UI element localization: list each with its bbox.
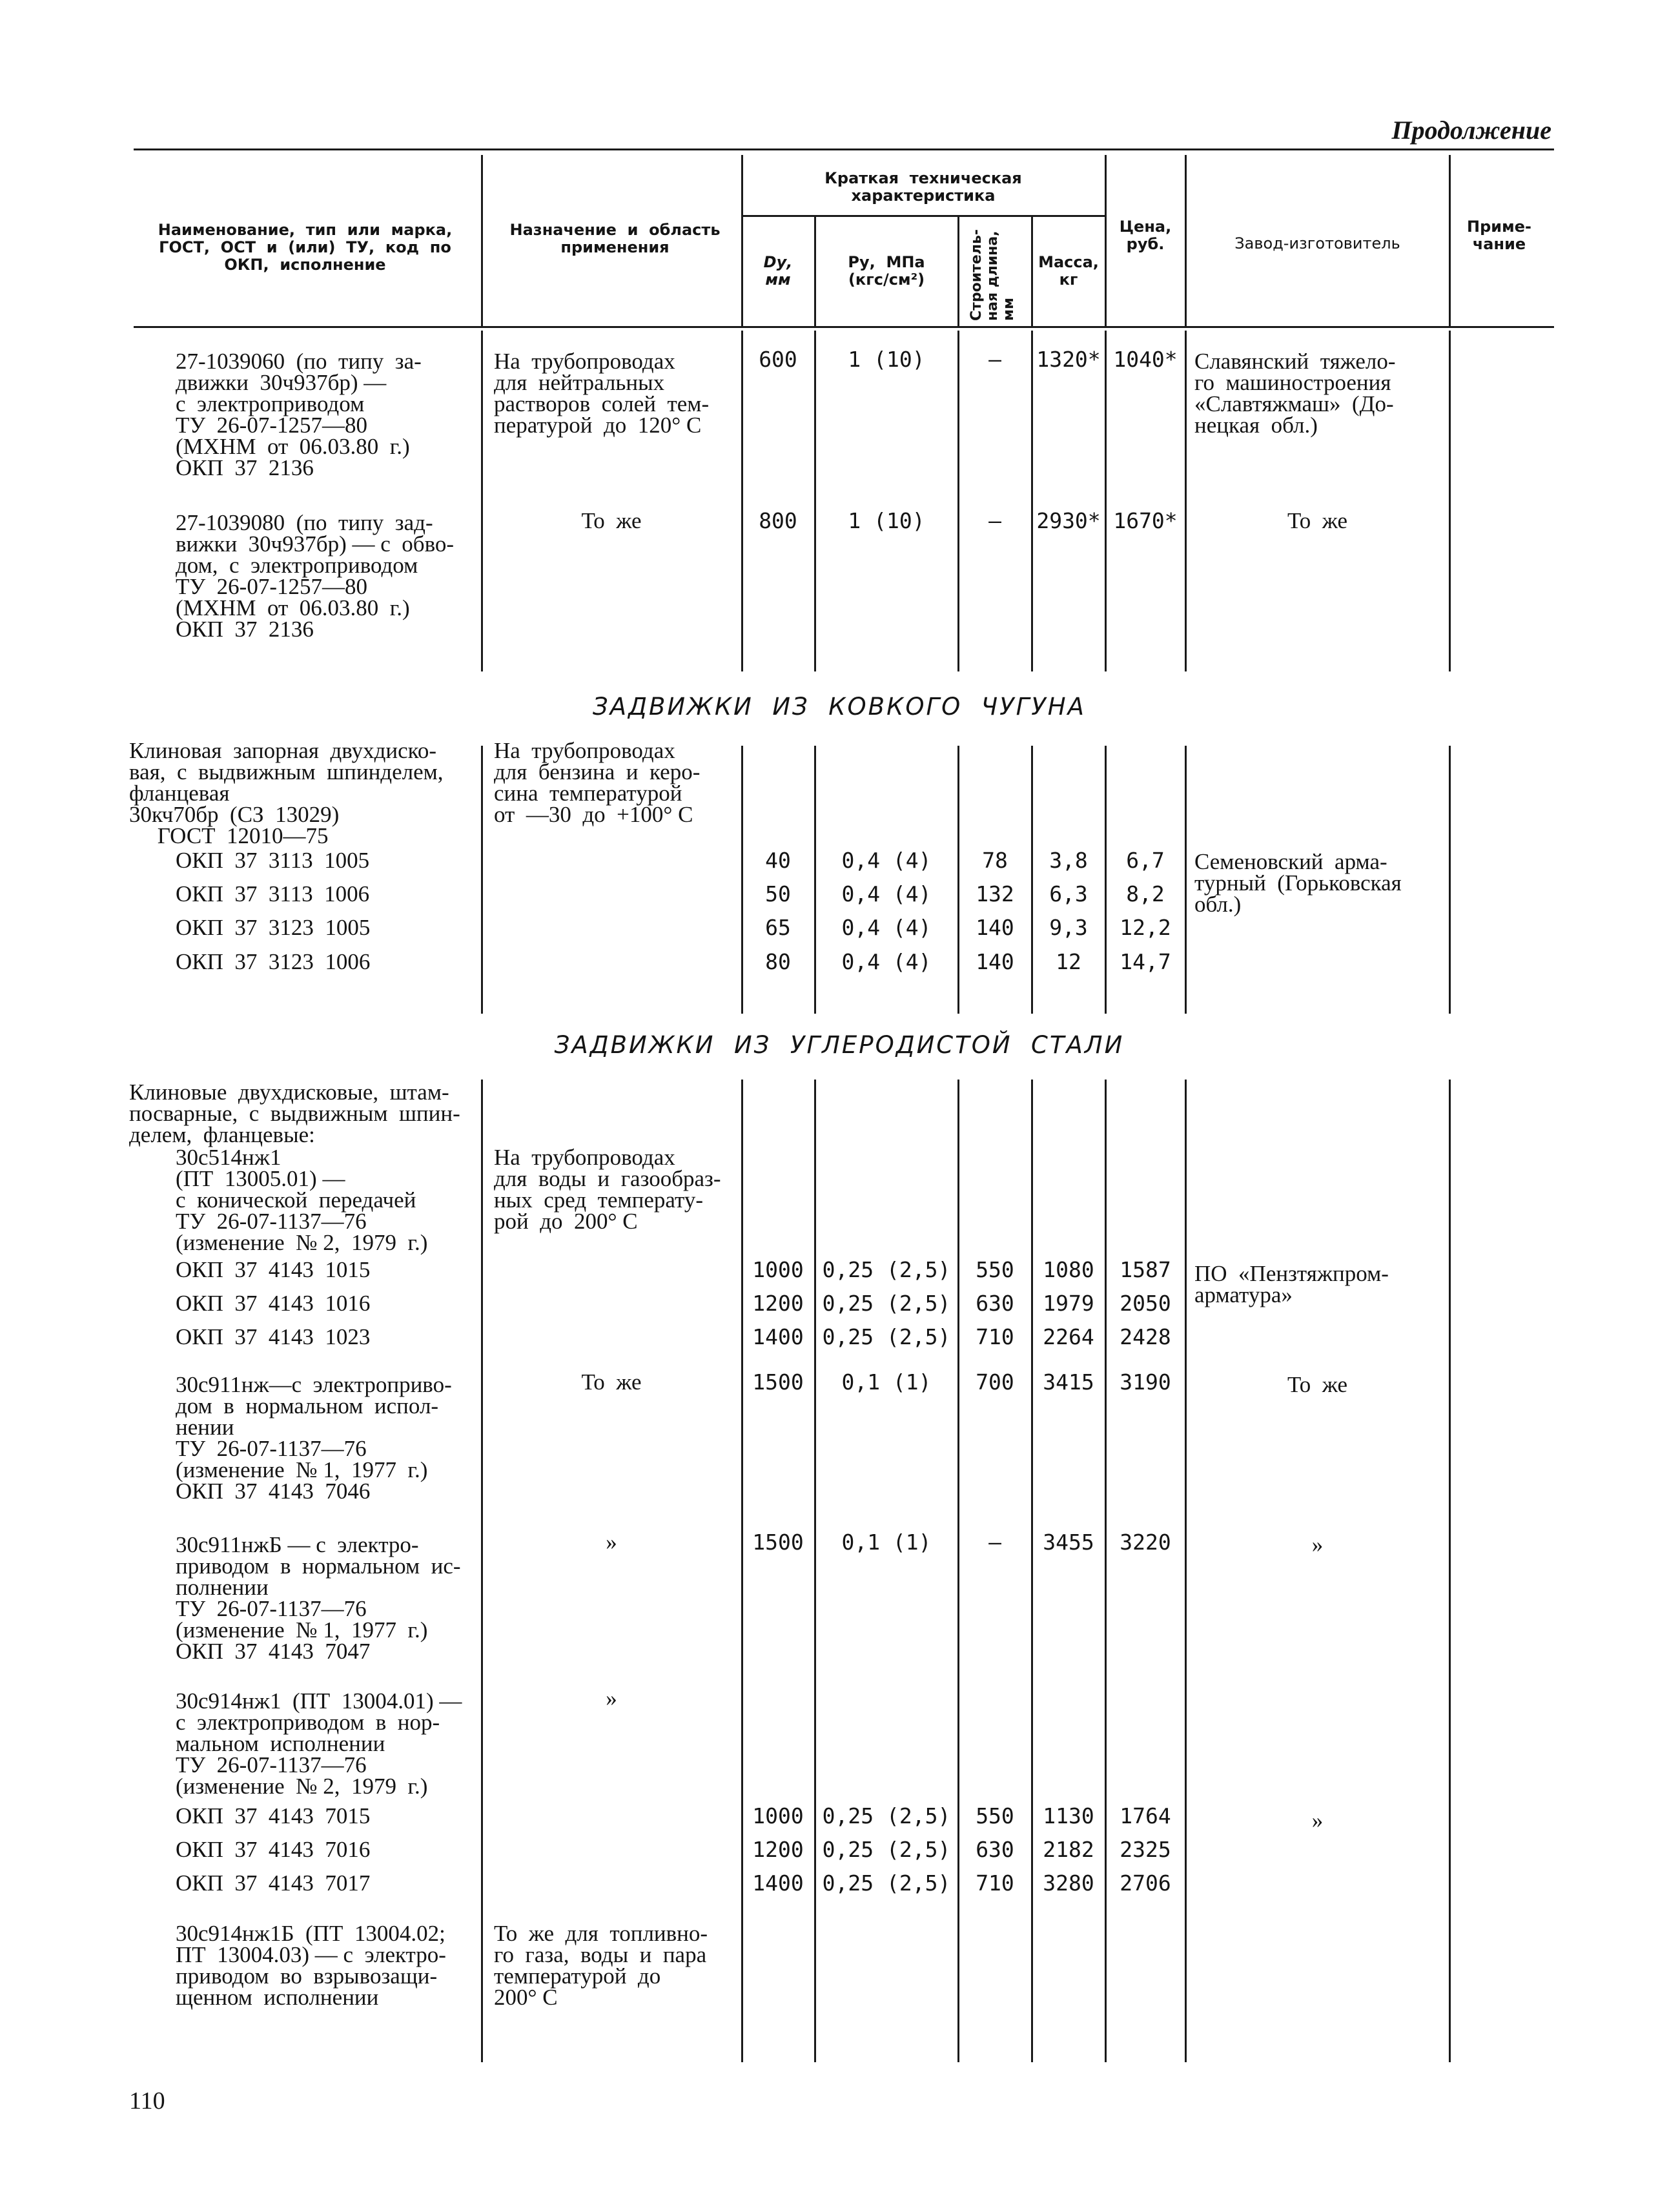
- item-maker: Славянский тяжело- го машиностроения «Славтяжмаш» (До- нецкая обл.): [1194, 349, 1396, 438]
- item-maker: ПО «Пензтяжпром- арматура»: [1194, 1261, 1389, 1307]
- okp-code: ОКП 37 4143 7017: [176, 1870, 371, 1896]
- header-price: Цена, руб.: [1119, 218, 1172, 253]
- cell-dy: 40: [765, 848, 791, 873]
- item-name: 27-1039080 (по типу зад- вижки 30ч937бр) — с обво- дом, с электроприводом ТУ 26-07-1257—80 (МХНМ от 06.03.80 г.) ОКП 37 2136: [176, 510, 455, 642]
- column-rule: [1185, 746, 1187, 1014]
- item-name: Клиновая запорная двухдиско- вая, с выдвижным шпинделем, фланцевая 30кч70бр (СЗ 13029) ГОСТ 12010—75: [129, 738, 444, 848]
- cell-dy: 1500: [752, 1369, 804, 1395]
- cell-py: 1 (10): [848, 347, 925, 372]
- item-name: 30с914нж1 (ПТ 13004.01) — с электроприводом в нор- мальном исполнении ТУ 26-07-1137—76 (изменение № 2, 1979 г.): [176, 1688, 462, 1799]
- column-rule: [1105, 1080, 1107, 2062]
- cell-price: 1587: [1120, 1257, 1171, 1282]
- section-heading: ЗАДВИЖКИ ИЗ УГЛЕРОДИСТОЙ СТАЛИ: [554, 1031, 1125, 1059]
- cell-price: 3190: [1120, 1369, 1171, 1395]
- column-rule: [957, 331, 959, 671]
- cell-py: 0,4 (4): [841, 949, 932, 974]
- cell-py: 0,1 (1): [841, 1530, 932, 1555]
- header-name: Наименование, тип или марка, ГОСТ, ОСТ и (или) ТУ, код по ОКП, исполнение: [158, 221, 453, 274]
- item-maker: Семеновский арма- турный (Горьковская обл.): [1194, 849, 1402, 917]
- header-top-rule: [134, 148, 1554, 150]
- item-name: 30с914нж1Б (ПТ 13004.02; ПТ 13004.03) — с электро- приводом во взрывозащи- щенном исполнении: [176, 1921, 446, 2010]
- cell-length: 550: [976, 1803, 1014, 1828]
- cell-length: 700: [976, 1369, 1014, 1395]
- cell-mass: 12: [1056, 949, 1081, 974]
- cell-length: 132: [976, 881, 1014, 906]
- cell-dy: 80: [765, 949, 791, 974]
- cell-mass: 3455: [1043, 1530, 1094, 1555]
- cell-length: 78: [982, 848, 1008, 873]
- cell-price: 2325: [1120, 1837, 1171, 1862]
- cell-dy: 1000: [752, 1803, 804, 1828]
- header-dy: Dу, мм: [763, 253, 793, 289]
- cell-dy: 1200: [752, 1291, 804, 1316]
- cell-py: 0,4 (4): [841, 848, 932, 873]
- column-rule: [1449, 1080, 1451, 2062]
- cell-mass: 2182: [1043, 1837, 1094, 1862]
- column-rule: [481, 1080, 483, 2062]
- header-maker: Завод-изготовитель: [1234, 234, 1400, 252]
- cell-mass: 3,8: [1049, 848, 1088, 873]
- cell-length: —: [988, 508, 1001, 533]
- cell-py: 0,25 (2,5): [822, 1324, 951, 1349]
- header-purpose: Назначение и область применения: [509, 221, 721, 256]
- cell-dy: 65: [765, 915, 791, 940]
- cell-price: 3220: [1120, 1530, 1171, 1555]
- cell-price: 1670*: [1113, 508, 1178, 533]
- okp-code: ОКП 37 4143 1016: [176, 1291, 371, 1316]
- item-purpose: То же для топливно- го газа, воды и пара температурой до 200° С: [494, 1921, 708, 2010]
- cell-price: 8,2: [1126, 881, 1165, 906]
- item-purpose: На трубопроводах для бензина и керо- сина температурой от —30 до +100° С: [494, 738, 701, 827]
- column-rule: [1031, 746, 1033, 1014]
- cell-length: 710: [976, 1870, 1014, 1896]
- header-py: Pу, МПа (кгс/см²): [848, 253, 925, 289]
- column-rule: [1449, 746, 1451, 1014]
- cell-dy: 800: [759, 508, 797, 533]
- cell-py: 0,25 (2,5): [822, 1803, 951, 1828]
- okp-code: ОКП 37 4143 7015: [176, 1803, 371, 1828]
- cell-dy: 1200: [752, 1837, 804, 1862]
- cell-py: 0,4 (4): [841, 915, 932, 940]
- column-rule: [481, 746, 483, 1014]
- item-name: 30с911нж—с электроприво- дом в нормальном испол- нении ТУ 26-07-1137—76 (изменение № 1, 1977 г.) ОКП 37 4143 7046: [176, 1372, 452, 1504]
- cell-mass: 3280: [1043, 1870, 1094, 1896]
- cell-mass: 3415: [1043, 1369, 1094, 1395]
- item-name: 27-1039060 (по типу за- движки 30ч937бр) — с электроприводом ТУ 26-07-1257—80 (МХНМ от 06.03.80 г.) ОКП 37 2136: [176, 349, 422, 480]
- cell-price: 1764: [1120, 1803, 1171, 1828]
- column-rule: [814, 1080, 816, 2062]
- cell-mass: 1130: [1043, 1803, 1094, 1828]
- column-rule: [741, 331, 743, 671]
- header-note: Приме- чание: [1467, 218, 1531, 253]
- continuation-label: Продолжение: [1391, 116, 1551, 145]
- column-rule: [481, 331, 483, 671]
- item-purpose: На трубопроводах для воды и газообраз- ных сред температу- рой до 200° С: [494, 1145, 721, 1234]
- cell-length: —: [988, 347, 1001, 372]
- cell-py: 1 (10): [848, 508, 925, 533]
- item-purpose: »: [606, 1530, 617, 1555]
- okp-code: ОКП 37 4143 1023: [176, 1324, 371, 1349]
- column-rule: [1185, 331, 1187, 671]
- item-maker: То же: [1287, 508, 1347, 533]
- column-rule: [957, 746, 959, 1014]
- cell-mass: 2264: [1043, 1324, 1094, 1349]
- column-rule: [1185, 1080, 1187, 2062]
- cell-price: 6,7: [1126, 848, 1165, 873]
- okp-code: ОКП 37 3113 1006: [176, 881, 370, 906]
- cell-mass: 6,3: [1049, 881, 1088, 906]
- item-purpose: То же: [581, 508, 642, 533]
- page-number: 110: [129, 2087, 165, 2115]
- cell-py: 0,25 (2,5): [822, 1837, 951, 1862]
- column-rule: [741, 746, 743, 1014]
- okp-code: ОКП 37 3113 1005: [176, 848, 370, 873]
- item-name: 30с514нж1 (ПТ 13005.01) — с конической передачей ТУ 26-07-1137—76 (изменение № 2, 1979 г.): [176, 1145, 428, 1255]
- column-rule: [741, 1080, 743, 2062]
- cell-py: 0,25 (2,5): [822, 1870, 951, 1896]
- item-purpose: На трубопроводах для нейтральных растворов солей тем- пературой до 120° С: [494, 349, 710, 438]
- cell-length: 140: [976, 949, 1014, 974]
- cell-mass: 1080: [1043, 1257, 1094, 1282]
- cell-dy: 1400: [752, 1324, 804, 1349]
- cell-dy: 1000: [752, 1257, 804, 1282]
- cell-mass: 1979: [1043, 1291, 1094, 1316]
- column-rule: [814, 331, 816, 671]
- cell-price: 1040*: [1113, 347, 1178, 372]
- okp-code: ОКП 37 3123 1006: [176, 949, 371, 974]
- column-rule: [1105, 331, 1107, 671]
- section-heading: ЗАДВИЖКИ ИЗ КОВКОГО ЧУГУНА: [593, 693, 1086, 721]
- cell-dy: 1400: [752, 1870, 804, 1896]
- column-rule: [1031, 331, 1033, 671]
- cell-length: 550: [976, 1257, 1014, 1282]
- header-divider: [481, 155, 483, 326]
- item-maker: »: [1311, 1808, 1324, 1833]
- column-rule: [814, 746, 816, 1014]
- column-rule: [1449, 331, 1451, 671]
- okp-code: ОКП 37 3123 1005: [176, 915, 371, 940]
- item-name: 30с911нжБ — с электро- приводом в нормальном ис- полнении ТУ 26-07-1137—76 (изменение № 1, 1977 г.) ОКП 37 4143 7047: [176, 1532, 461, 1664]
- cell-length: 630: [976, 1837, 1014, 1862]
- cell-price: 2050: [1120, 1291, 1171, 1316]
- cell-price: 2706: [1120, 1870, 1171, 1896]
- item-purpose: То же: [581, 1369, 642, 1395]
- cell-length: 710: [976, 1324, 1014, 1349]
- cell-mass: 2930*: [1036, 508, 1101, 533]
- cell-dy: 600: [759, 347, 797, 372]
- cell-py: 0,1 (1): [841, 1369, 932, 1395]
- item-maker: »: [1311, 1532, 1324, 1557]
- header-tech-group: Краткая техническая характеристика: [824, 169, 1022, 205]
- item-purpose: »: [606, 1686, 617, 1711]
- cell-py: 0,25 (2,5): [822, 1257, 951, 1282]
- column-rule: [1105, 746, 1107, 1014]
- cell-price: 14,7: [1120, 949, 1171, 974]
- cell-length: —: [988, 1530, 1001, 1555]
- cell-dy: 50: [765, 881, 791, 906]
- cell-dy: 1500: [752, 1530, 804, 1555]
- cell-py: 0,4 (4): [841, 881, 932, 906]
- group-intro: Клиновые двухдисковые, штам- посварные, с выдвижным шпин- делем, фланцевые:: [129, 1080, 460, 1147]
- item-maker: То же: [1287, 1372, 1347, 1397]
- cell-length: 140: [976, 915, 1014, 940]
- tech-group-rule: [741, 215, 1105, 217]
- column-rule: [1031, 1080, 1033, 2062]
- cell-py: 0,25 (2,5): [822, 1291, 951, 1316]
- header-divider: [957, 215, 959, 326]
- cell-price: 12,2: [1120, 915, 1171, 940]
- header-mass: Масса, кг: [1038, 253, 1099, 289]
- cell-price: 2428: [1120, 1324, 1171, 1349]
- okp-code: ОКП 37 4143 1015: [176, 1257, 371, 1282]
- cell-mass: 1320*: [1036, 347, 1101, 372]
- cell-mass: 9,3: [1049, 915, 1088, 940]
- column-rule: [957, 1080, 959, 2062]
- header-bottom-rule: [134, 326, 1554, 328]
- header-length: Строитель- ная длина, мм: [968, 229, 1017, 321]
- okp-code: ОКП 37 4143 7016: [176, 1837, 371, 1862]
- cell-length: 630: [976, 1291, 1014, 1316]
